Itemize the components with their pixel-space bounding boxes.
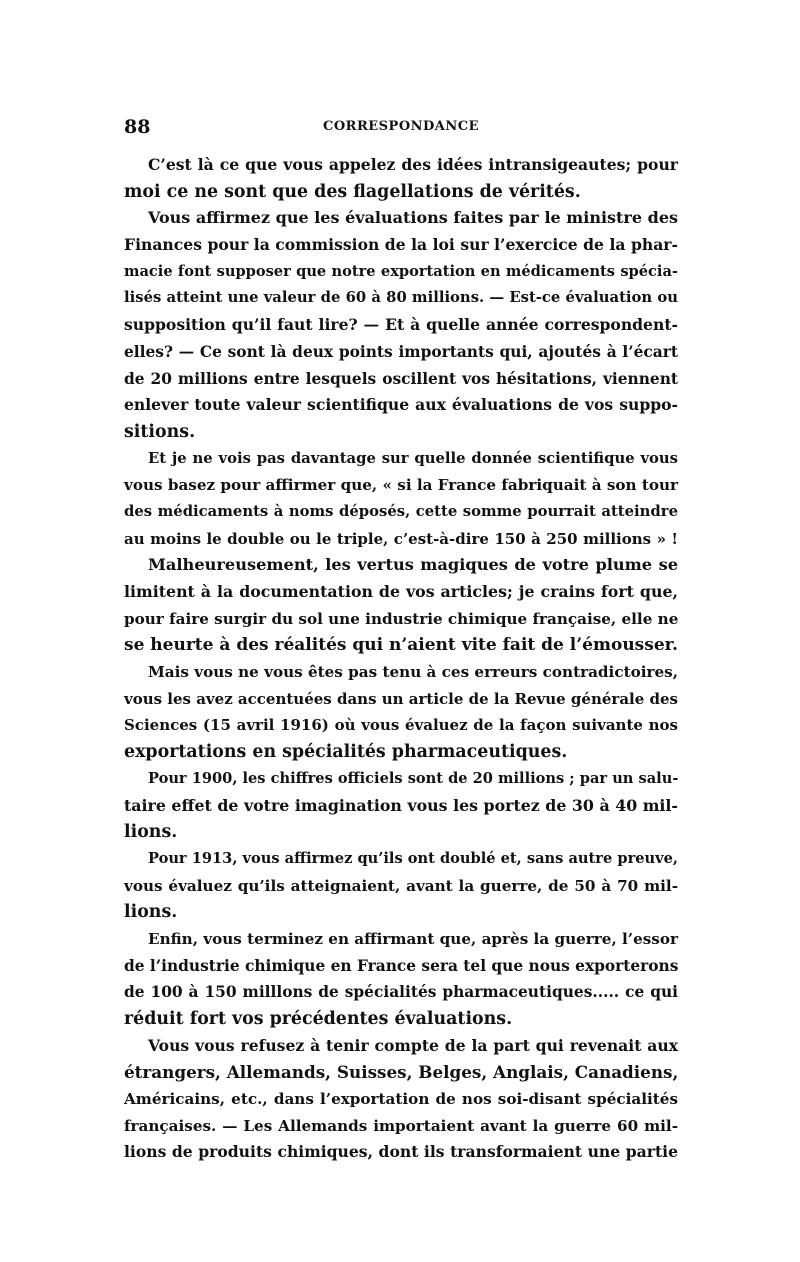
text-line: Vous affirmez que les évaluations faites par le ministre des: [148, 208, 678, 228]
text-line: supposition qu’il faut lire? — Et à quelle année correspondent-: [124, 315, 678, 335]
running-title: CORRESPONDANCE: [322, 119, 480, 134]
text-line: taire effet de votre imagination vous les portez de 30 à 40 mil-: [124, 795, 678, 815]
text-line: Pour 1913, vous affirmez qu’ils ont doublé et, sans autre preuve,: [148, 849, 678, 867]
text-line: Vous vous refusez à tenir compte de la part qui revenait aux: [148, 1035, 678, 1055]
text-line: au moins le double ou le triple, c’est-à-dire 150 à 250 millions » !: [124, 529, 678, 548]
text-line: macie font supposer que notre exportation en médicaments spécia-: [124, 262, 678, 280]
text-line: exportations en spécialités pharmaceutiques.: [124, 742, 568, 763]
text-line: lions.: [124, 902, 178, 923]
text-line: des médicaments à noms déposés, cette somme pourrait atteindre: [124, 502, 678, 520]
text-line: se heurte à des réalités qui n’aient vite fait de l’émousser.: [124, 635, 678, 656]
text-line: réduit fort vos précédentes évaluations.: [124, 1009, 513, 1029]
text-line: vous les avez accentuées dans un article de la Revue générale des: [124, 689, 678, 708]
text-line: lions.: [124, 822, 178, 843]
text-line: de 20 millions entre lesquels oscillent vos hésitations, viennent: [124, 369, 678, 388]
text-line: de l’industrie chimique en France sera tel que nous exporterons: [124, 956, 679, 975]
text-line: Et je ne vois pas davantage sur quelle donnée scientifique vous: [148, 449, 678, 467]
text-line: françaises. — Les Allemands importaient avant la guerre 60 mil-: [124, 1116, 678, 1135]
text-line: Sciences (15 avril 1916) où vous évaluez de la façon suivante nos: [124, 716, 678, 735]
text-line: étrangers, Allemands, Suisses, Belges, Anglais, Canadiens,: [124, 1062, 679, 1083]
text-line: sitions.: [124, 421, 196, 442]
text-line: lions de produits chimiques, dont ils transformaient une partie: [124, 1142, 678, 1162]
text-line: Enfin, vous terminez en affirmant que, après la guerre, l’essor: [148, 929, 678, 948]
text-line: Pour 1900, les chiffres officiels sont de 20 millions ; par un salu-: [148, 769, 679, 787]
text-line: de 100 à 150 milllons de spécialités pharmaceutiques..... ce qui: [124, 983, 678, 1002]
text-line: C’est là ce que vous appelez des idées intransigeautes; pour: [148, 155, 678, 174]
page-number: 88: [124, 116, 151, 138]
text-line: vous évaluez qu’ils atteignaient, avant la guerre, de 50 à 70 mil-: [124, 876, 678, 895]
text-line: elles? — Ce sont là deux points importants qui, ajoutés à l’écart: [124, 342, 678, 361]
text-line: moi ce ne sont que des flagellations de vérités.: [124, 181, 581, 202]
text-line: Américains, etc., dans l’exportation de nos soi-disant spécialités: [124, 1090, 678, 1109]
text-line: Malheureusement, les vertus magiques de votre plume se: [148, 555, 678, 575]
text-line: vous basez pour affirmer que, « si la France fabriquait à son tour: [124, 476, 679, 495]
text-line: pour faire surgir du sol une industrie chimique française, elle ne: [124, 609, 679, 628]
body-text: [124, 152, 678, 1166]
text-line: lisés atteint une valeur de 60 à 80 millions. — Est-ce évaluation ou: [124, 289, 678, 307]
page-header: [124, 116, 678, 140]
text-line: Finances pour la commission de la loi sur l’exercice de la phar-: [124, 235, 678, 255]
text-line: enlever toute valeur scientifique aux évaluations de vos suppo-: [124, 395, 678, 415]
text-line: limitent à la documentation de vos articles; je crains fort que,: [124, 582, 678, 601]
text-line: Mais vous ne vous êtes pas tenu à ces erreurs contradictoires,: [148, 663, 678, 682]
